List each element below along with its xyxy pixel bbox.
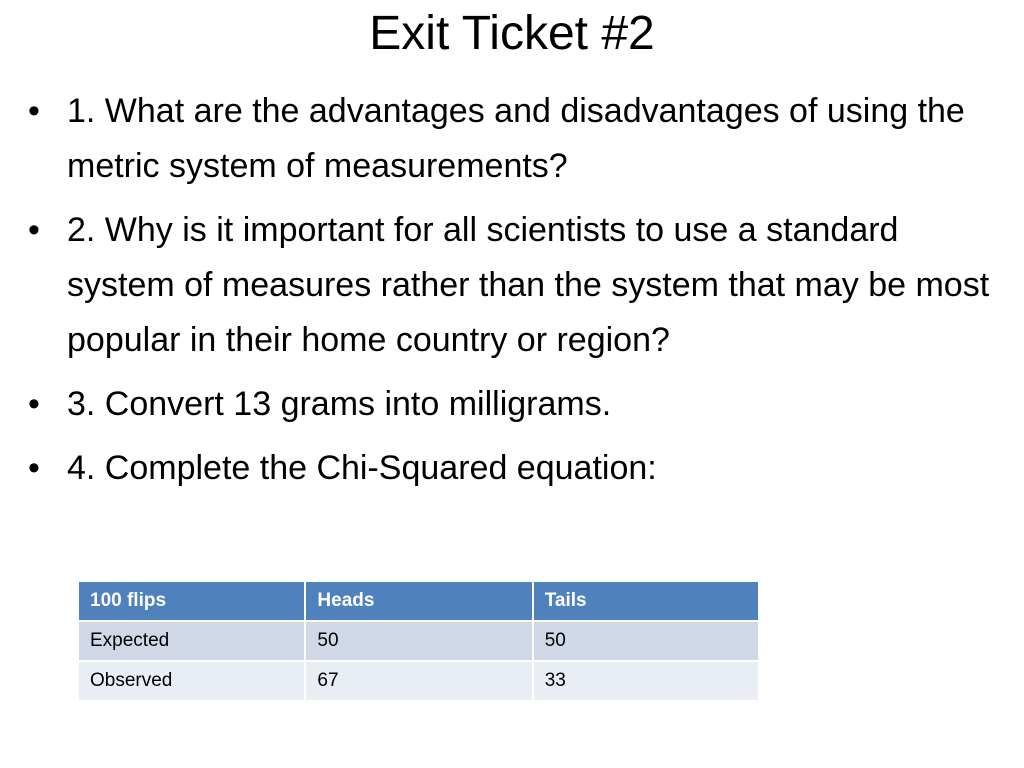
bullet-text: 3. Convert 13 grams into milligrams.	[67, 385, 612, 423]
bullet-item-4	[28, 441, 998, 496]
table-cell: 50	[305, 621, 532, 661]
table-cell: 33	[533, 661, 759, 701]
table-row	[78, 661, 759, 701]
table-cell: Observed	[78, 661, 305, 701]
table-header-cell: 100 flips	[78, 581, 305, 621]
bullet-dot-icon: •	[28, 92, 40, 130]
table-cell: 67	[305, 661, 532, 701]
bullet-text: 4. Complete the Chi-Squared equation:	[67, 449, 657, 487]
bullet-dot-icon: •	[28, 385, 40, 423]
bullet-item-3	[28, 377, 998, 432]
bullet-list	[28, 84, 998, 505]
bullet-item-2	[28, 203, 998, 368]
table-row	[78, 621, 759, 661]
bullet-text: 2. Why is it important for all scientists to use a standard system of measures rather than the system that may be most popular in their home country or region?	[67, 211, 990, 359]
table-header-row	[78, 581, 759, 621]
bullet-dot-icon: •	[28, 211, 40, 249]
bullet-text: 1. What are the advantages and disadvantages of using the metric system of measurements?	[67, 92, 965, 185]
bullet-item-1	[28, 84, 998, 194]
slide-title: Exit Ticket #2	[369, 7, 655, 60]
bullet-dot-icon: •	[28, 449, 40, 487]
table-cell: Expected	[78, 621, 305, 661]
coin-flip-table	[77, 580, 760, 702]
table-header-cell: Heads	[305, 581, 532, 621]
table-cell: 50	[533, 621, 759, 661]
table-header-cell: Tails	[533, 581, 759, 621]
